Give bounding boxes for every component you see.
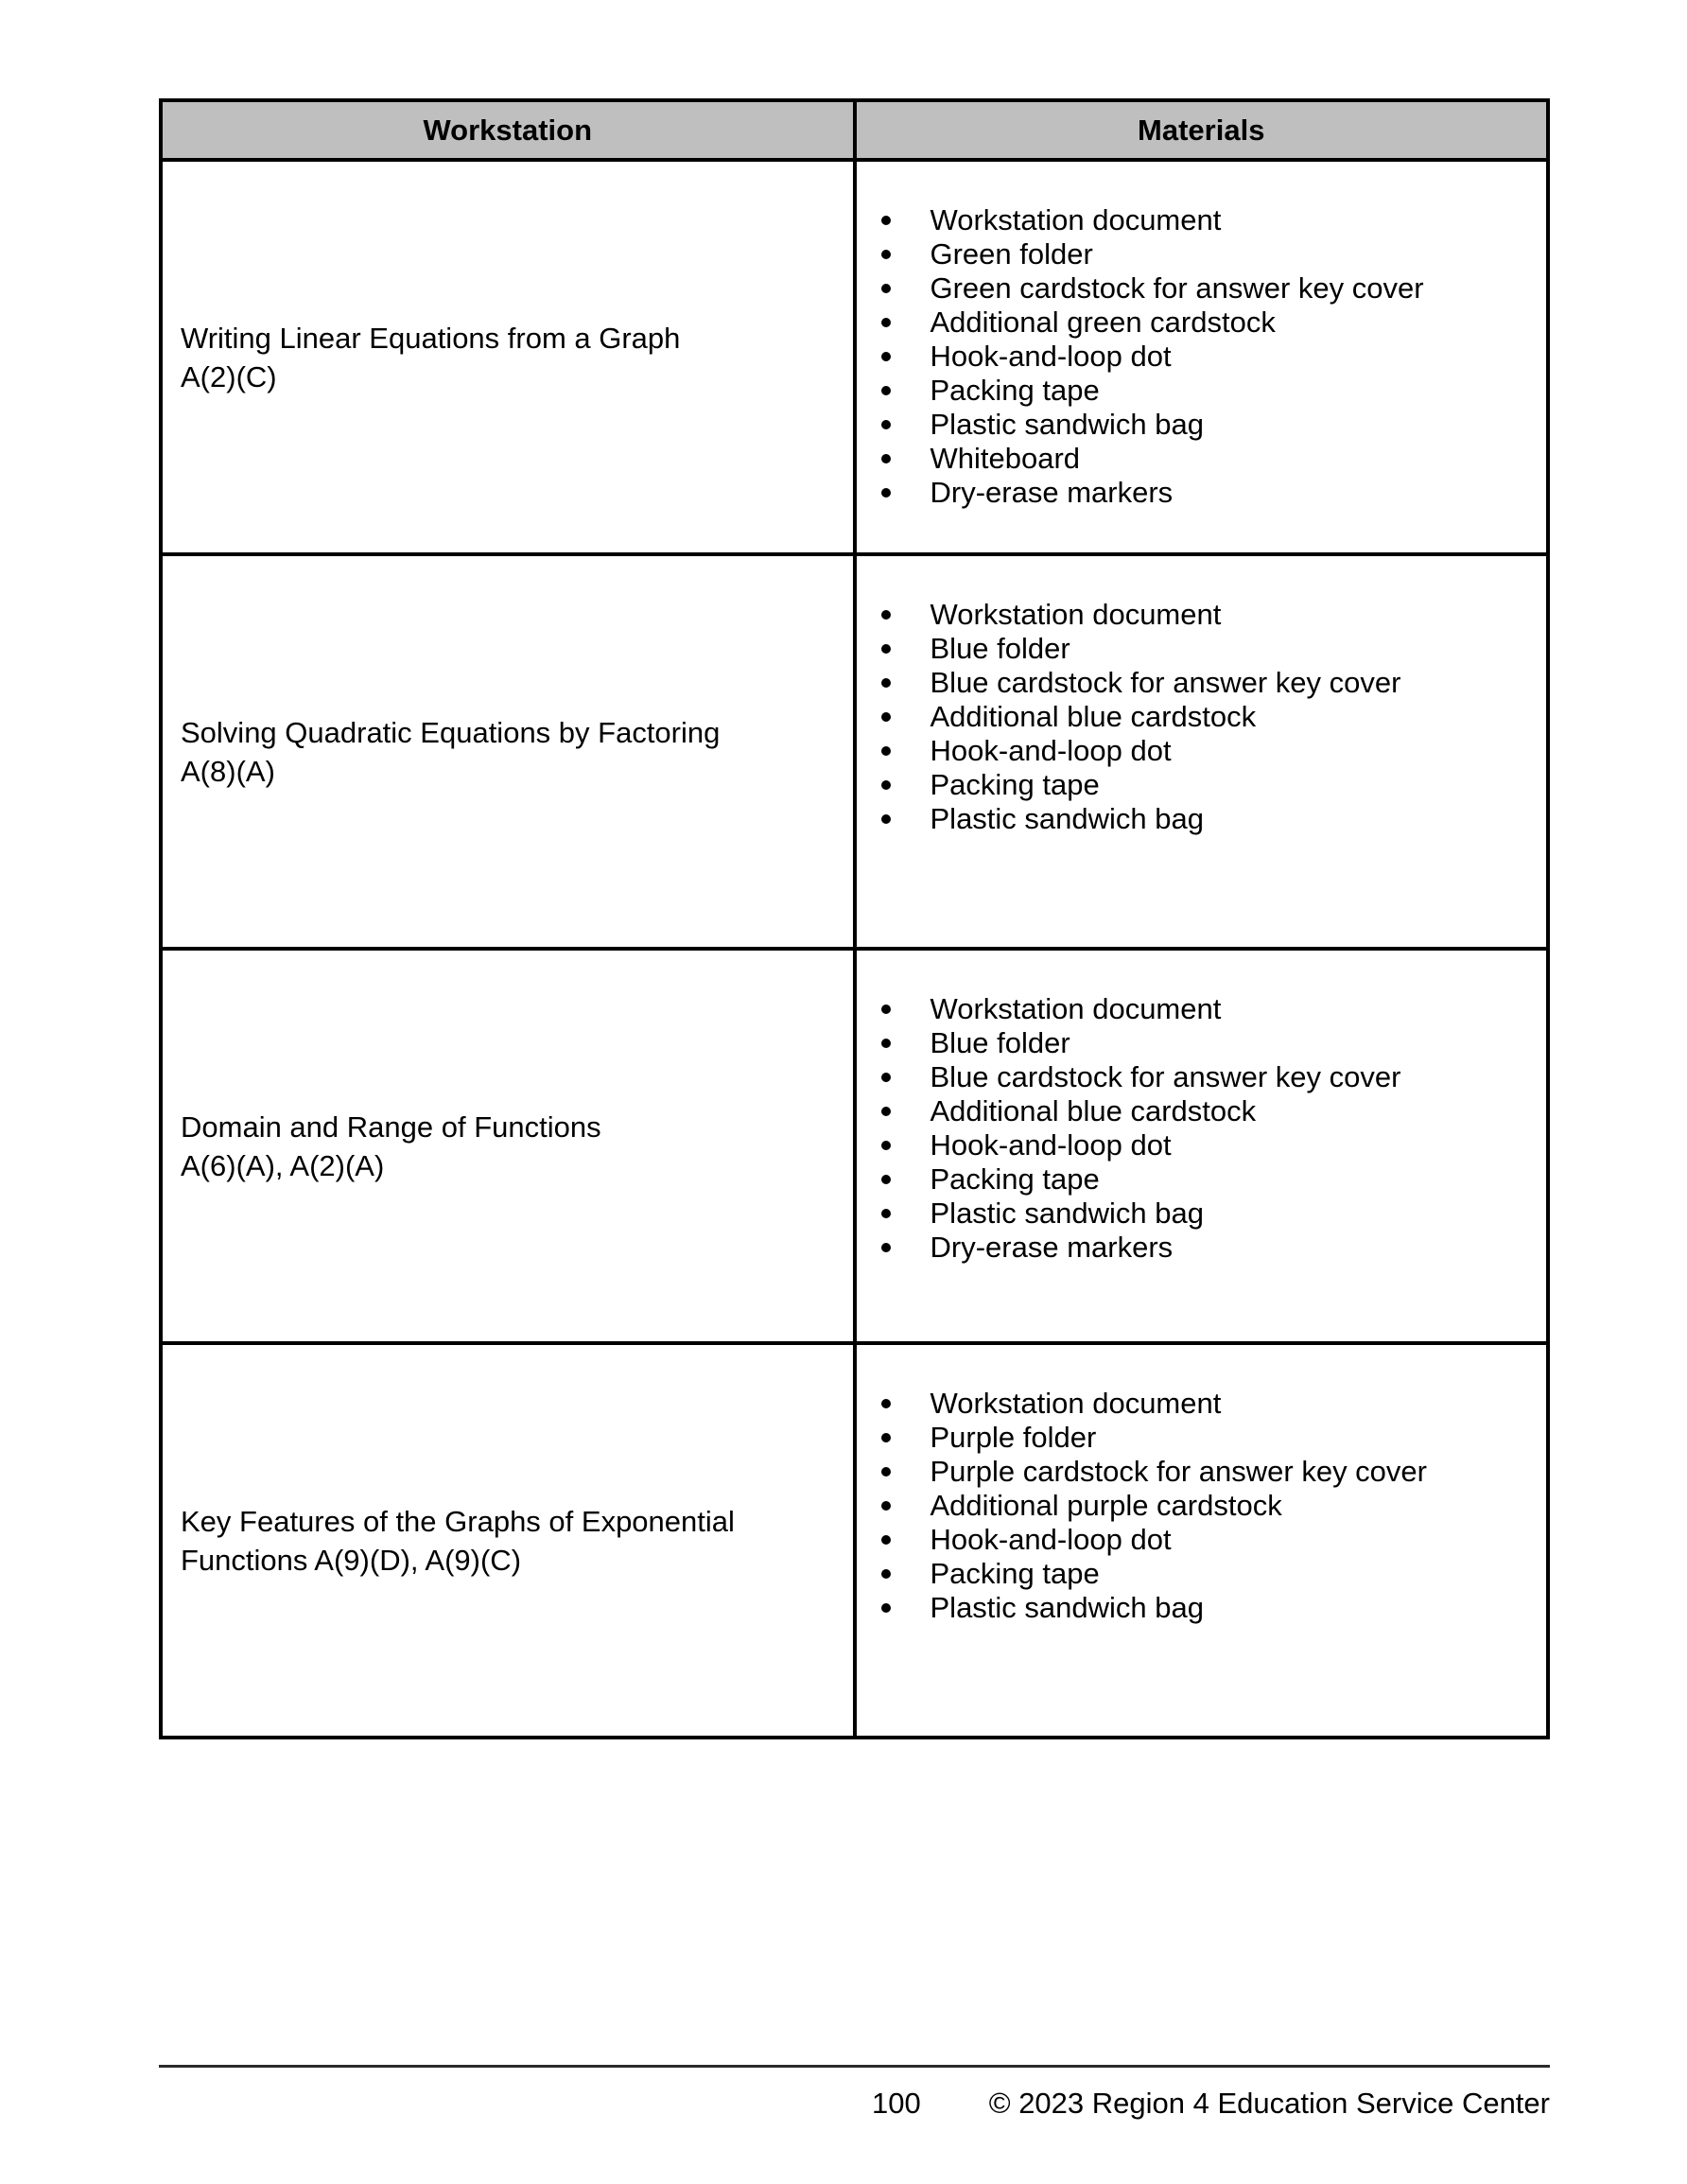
- column-header-materials: Materials: [855, 100, 1549, 160]
- materials-list: [857, 992, 1538, 1265]
- workstation-line: A(8)(A): [181, 754, 275, 788]
- materials-item: Workstation document: [857, 992, 1538, 1026]
- materials-cell: [855, 1343, 1549, 1738]
- workstation-line: Domain and Range of Functions: [181, 1109, 601, 1144]
- materials-item: Additional green cardstock: [857, 306, 1538, 340]
- workstation-line: Solving Quadratic Equations by Factoring: [181, 715, 721, 749]
- workstation-cell: [161, 554, 855, 949]
- materials-item: Plastic sandwich bag: [857, 802, 1538, 836]
- materials-item: Dry-erase markers: [857, 476, 1538, 510]
- materials-item: Dry-erase markers: [857, 1231, 1538, 1265]
- materials-cell: [855, 554, 1549, 949]
- materials-item: Workstation document: [857, 598, 1538, 632]
- materials-item: Packing tape: [857, 1557, 1538, 1591]
- materials-item: Additional blue cardstock: [857, 700, 1538, 734]
- materials-item: Hook-and-loop dot: [857, 734, 1538, 768]
- materials-cell: [855, 160, 1549, 554]
- table-body: [161, 160, 1548, 1738]
- materials-list: [857, 203, 1538, 510]
- materials-item: Packing tape: [857, 374, 1538, 408]
- materials-item: Hook-and-loop dot: [857, 1128, 1538, 1162]
- materials-item: Hook-and-loop dot: [857, 1523, 1538, 1557]
- materials-item: Additional blue cardstock: [857, 1094, 1538, 1128]
- materials-cell: [855, 949, 1549, 1343]
- column-header-workstation: Workstation: [161, 100, 855, 160]
- workstation-line: Key Features of the Graphs of Exponential Functions A(9)(D), A(9)(C): [181, 1504, 735, 1577]
- materials-item: Plastic sandwich bag: [857, 1197, 1538, 1231]
- table-row: [161, 1343, 1548, 1738]
- materials-item: Green folder: [857, 237, 1538, 271]
- materials-item: Blue cardstock for answer key cover: [857, 1060, 1538, 1094]
- materials-item: Green cardstock for answer key cover: [857, 271, 1538, 306]
- materials-item: Blue cardstock for answer key cover: [857, 666, 1538, 700]
- table-row: [161, 949, 1548, 1343]
- copyright-text: © 2023 Region 4 Education Service Center: [988, 2087, 1550, 2120]
- materials-item: Workstation document: [857, 203, 1538, 237]
- page-number: 100: [872, 2087, 921, 2120]
- materials-item: Blue folder: [857, 1026, 1538, 1060]
- workstation-materials-table: [159, 98, 1550, 1739]
- materials-list: [857, 598, 1538, 836]
- workstation-cell: [161, 160, 855, 554]
- workstation-cell: [161, 1343, 855, 1738]
- materials-item: Additional purple cardstock: [857, 1489, 1538, 1523]
- workstation-line: Writing Linear Equations from a Graph: [181, 321, 681, 355]
- materials-item: Packing tape: [857, 768, 1538, 802]
- workstation-cell: [161, 949, 855, 1343]
- materials-item: Plastic sandwich bag: [857, 1591, 1538, 1625]
- materials-item: Packing tape: [857, 1162, 1538, 1197]
- workstation-line: A(6)(A), A(2)(A): [181, 1148, 385, 1182]
- materials-item: Plastic sandwich bag: [857, 408, 1538, 442]
- page-footer: [159, 2065, 1550, 2121]
- materials-item: Purple cardstock for answer key cover: [857, 1455, 1538, 1489]
- workstation-line: A(2)(C): [181, 359, 277, 393]
- materials-item: Hook-and-loop dot: [857, 340, 1538, 374]
- materials-item: Whiteboard: [857, 442, 1538, 476]
- table-row: [161, 554, 1548, 949]
- materials-list: [857, 1387, 1538, 1625]
- materials-item: Blue folder: [857, 632, 1538, 666]
- table-row: [161, 160, 1548, 554]
- table-header-row: [161, 100, 1548, 160]
- materials-item: Workstation document: [857, 1387, 1538, 1421]
- materials-item: Purple folder: [857, 1421, 1538, 1455]
